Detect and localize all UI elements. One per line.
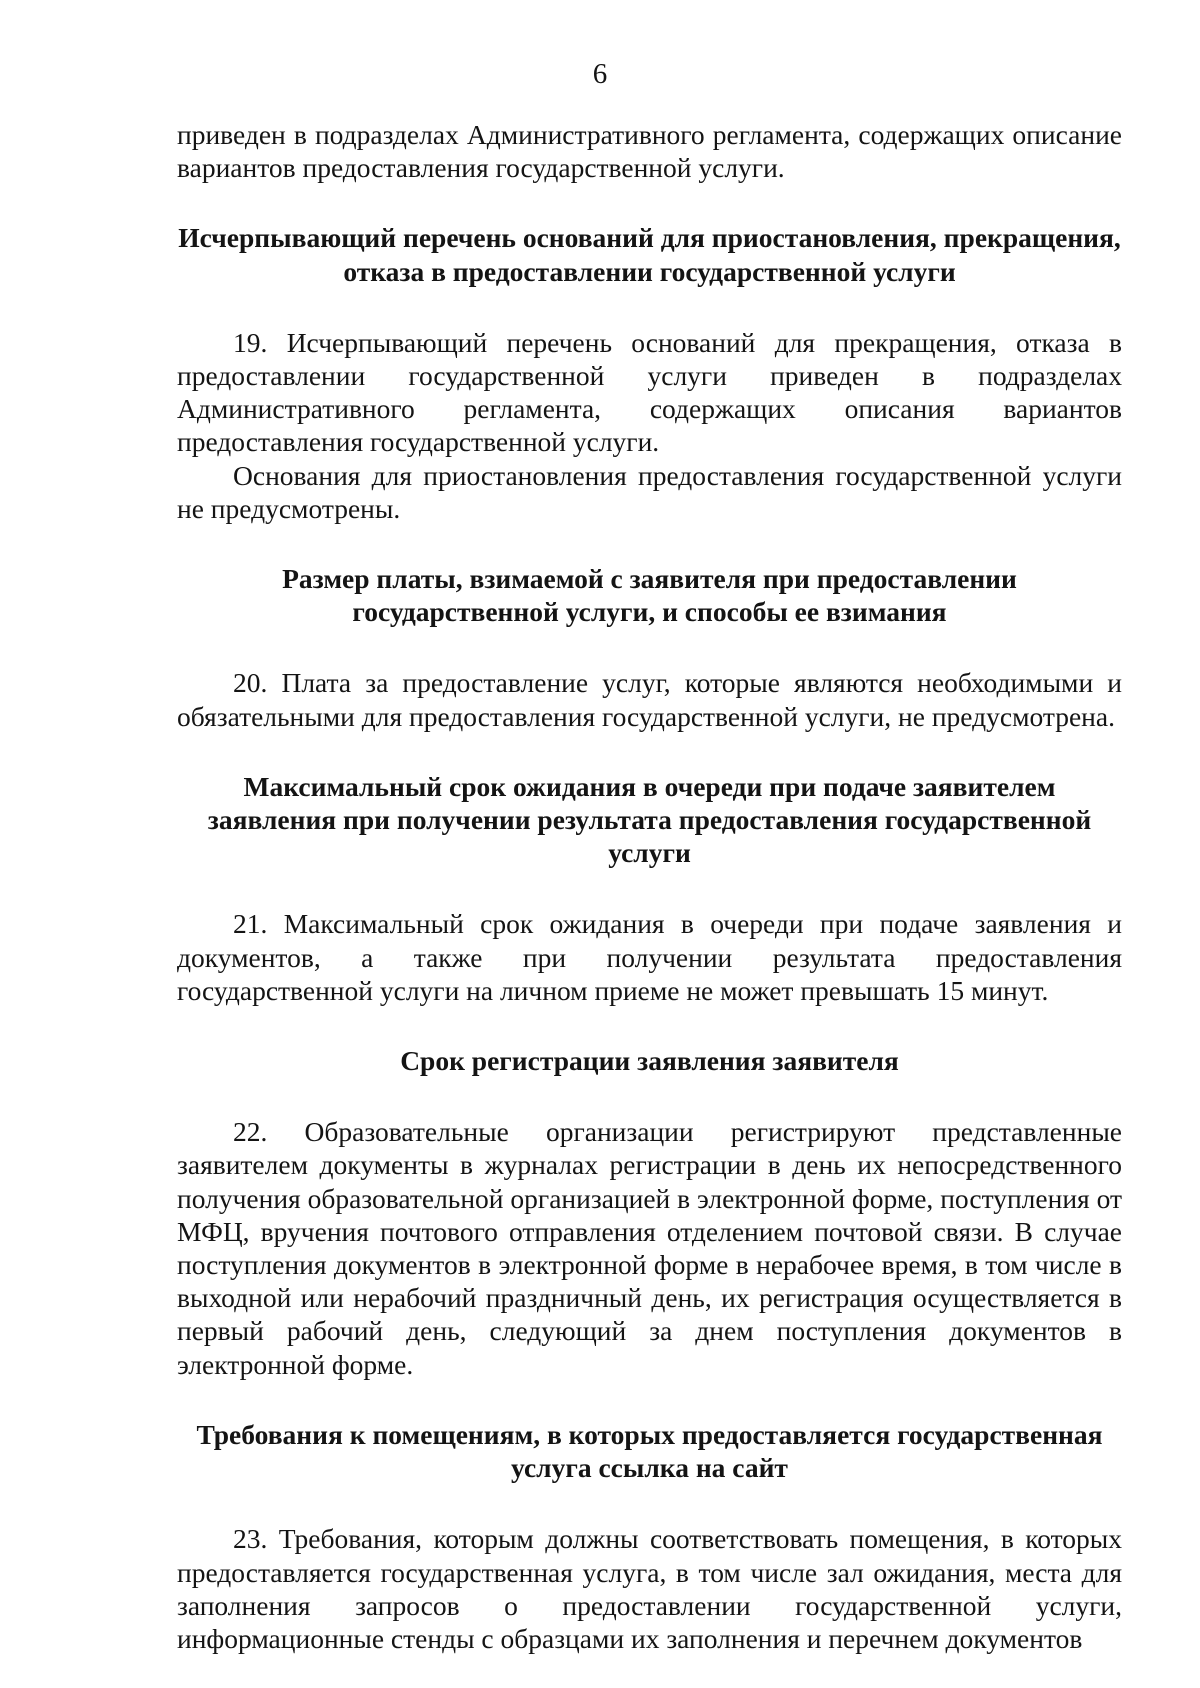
paragraph-23: 23. Требования, которым должны соответствовать помещения, в которых предоставляется государственная услуга, в том числе зал ожидания, места для заполнения запросов о предоставлении государственной услуги, информационные стенды с образцами их заполнения и перечнем документов (177, 1523, 1122, 1654)
paragraph-intro: приведен в подразделах Административного регламента, содержащих описание вариантов предоставления государственной услуги. (177, 119, 1122, 184)
section-heading-premises: Требования к помещениям, в которых предоставляется государственная услуга ссылка на сайт (196, 1418, 1103, 1484)
paragraph-21: 21. Максимальный срок ожидания в очереди при подаче заявления и документов, а также при получении результата предоставления государственной услуги на личном приеме не может превышать 15 минут. (177, 908, 1122, 1006)
paragraph-19: 19. Исчерпывающий перечень оснований для прекращения, отказа в предоставлении государственной услуги приведен в подразделах Административного регламента, содержащих описания вариантов предоставления государственной услуги. (177, 326, 1122, 458)
section-heading-registration: Срок регистрации заявления заявителя (400, 1045, 899, 1077)
paragraph-22: 22. Образовательные организации регистрируют представленные заявителем документы в журналах регистрации в день их непосредственного получения образовательной организацией в электронной форме, поступления от МФЦ, вручения почтового отправления отделением почтовой связи. В случае поступления документов в электронной форме в нерабочее время, в том числе в выходной или нерабочий праздничный день, их регистрация осуществляется в первый рабочий день, следующий за днем поступления документов в электронной форме. (177, 1116, 1122, 1380)
page-number: 6 (592, 58, 608, 90)
section-heading-fee: Размер платы, взимаемой с заявителя при предоставлении государственной услуги, и способы ее взимания (282, 563, 1017, 628)
paragraph-suspension: Основания для приостановления предоставления государственной услуги не предусмотрены. (177, 459, 1122, 524)
section-heading-queue-time: Максимальный срок ожидания в очереди при подаче заявителем заявления при получении результата предоставления государственной услуги (207, 770, 1092, 869)
paragraph-20: 20. Плата за предоставление услуг, которые являются необходимыми и обязательными для предоставления государственной услуги, не предусмотрена. (177, 667, 1122, 732)
document-body (177, 118, 1122, 1655)
section-heading-grounds: Исчерпывающий перечень оснований для приостановления, прекращения, отказа в предоставлении государственной услуги (178, 222, 1121, 287)
